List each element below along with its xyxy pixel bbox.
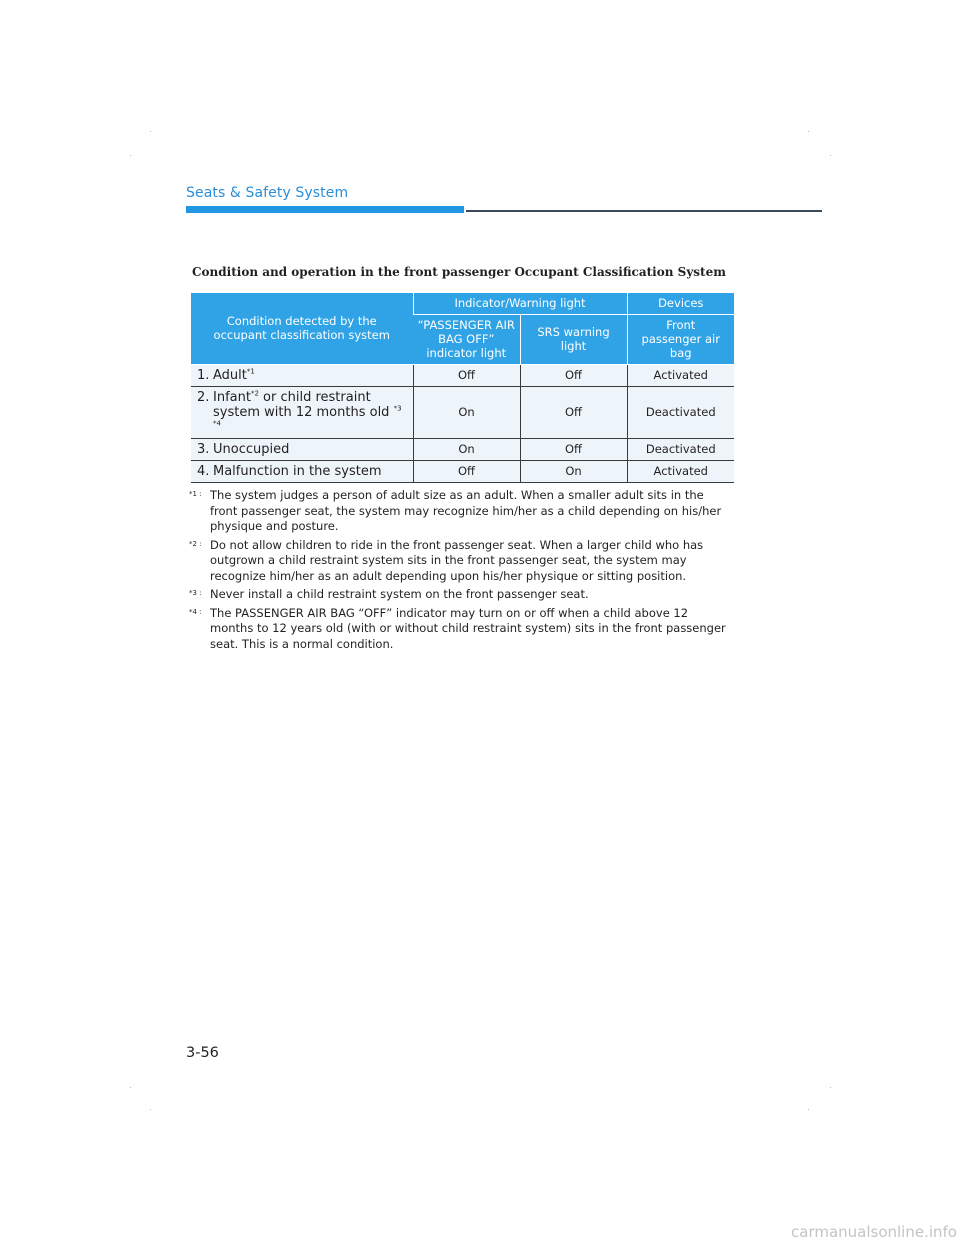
footnote-mark: *2 : [189, 539, 202, 548]
condition-cell [191, 386, 413, 438]
crop-mark [150, 131, 151, 132]
srs-light-cell: Off [520, 386, 627, 438]
header-passenger-airbag-off-light: “PASSENGER AIR BAG OFF” indicator light [413, 314, 520, 364]
footnote-ref: *3 *4 [213, 404, 402, 428]
condition-text: Adult [213, 367, 247, 383]
footnote-ref: *2 [250, 389, 259, 398]
footnote-mark: *3 : [189, 589, 202, 597]
table-row [191, 364, 734, 386]
header-front-passenger-airbag: Front passenger air bag [627, 314, 734, 364]
header-accent-rule [186, 206, 464, 213]
table-heading: Condition and operation in the front passenger Occupant Classification System [192, 265, 726, 279]
table-row [191, 386, 734, 438]
row-number: 3. [197, 441, 210, 457]
page-number: 3-56 [186, 1045, 219, 1061]
footnote-mark: *4 : [189, 607, 202, 616]
header-condition: Condition detected by the occupant classification system [191, 293, 413, 364]
crop-mark [808, 131, 809, 132]
condition-cell [191, 460, 413, 482]
airbag-cell: Activated [627, 460, 734, 482]
crop-mark [830, 1087, 831, 1088]
footnote-mark: *1 : [189, 490, 202, 498]
srs-light-cell: Off [520, 364, 627, 386]
airbag-cell: Deactivated [627, 438, 734, 460]
footnote-text: Never install a child restraint system on the front passenger seat. [210, 587, 589, 601]
header-srs-warning-light: SRS warning light [520, 314, 627, 364]
condition-text-rest: or child restraint [258, 389, 371, 405]
crop-mark [808, 1109, 809, 1110]
footnote-text: Do not allow children to ride in the front passenger seat. When a larger child who has outgrown a child restraint system sits in the front passenger seat, the system may recognize him/her as an adult depending upon his/her physique or sitting position. [210, 537, 704, 583]
occupant-classification-table [191, 293, 734, 483]
condition-text: Infant [213, 389, 251, 405]
footnote-text: The PASSENGER AIR BAG “OFF” indicator may turn on or off when a child above 12 months to 12 years old (with or without child restraint system) sits in the front passenger seat. This is a normal condition. [210, 605, 726, 651]
crop-mark [150, 1109, 151, 1110]
footnote-item [189, 587, 734, 603]
row-number: 2. [197, 389, 210, 405]
crop-mark [830, 155, 831, 156]
srs-light-cell: Off [520, 438, 627, 460]
condition-cell [191, 364, 413, 386]
header-divider-rule [466, 210, 822, 212]
airbag-cell: Deactivated [627, 386, 734, 438]
crop-mark [130, 155, 131, 156]
footnote-text: The system judges a person of adult size as an adult. When a smaller adult sits in the front passenger seat, the system may recognize him/her as a child depending on his/her physique and posture. [210, 488, 722, 533]
condition-text: Malfunction in the system [213, 463, 382, 479]
footnote-item [189, 538, 734, 585]
section-title: Seats & Safety System [186, 185, 349, 201]
condition-text: Unoccupied [213, 441, 290, 457]
airbag-off-light-cell: On [413, 438, 520, 460]
condition-cell [191, 438, 413, 460]
footnotes [189, 488, 734, 655]
header-indicator-warning-light: Indicator/Warning light [413, 293, 627, 314]
row-number: 4. [197, 463, 210, 479]
footnote-item [189, 488, 734, 535]
header-devices: Devices [627, 293, 734, 314]
footnote-ref: *1 [246, 367, 255, 376]
table-row [191, 460, 734, 482]
crop-mark [130, 1087, 131, 1088]
airbag-off-light-cell: Off [413, 460, 520, 482]
row-number: 1. [197, 367, 210, 383]
airbag-cell: Activated [627, 364, 734, 386]
footnote-item [189, 606, 734, 653]
site-watermark: carmanualsonline.info [791, 1223, 957, 1241]
airbag-off-light-cell: On [413, 386, 520, 438]
airbag-off-light-cell: Off [413, 364, 520, 386]
srs-light-cell: On [520, 460, 627, 482]
table-row [191, 438, 734, 460]
condition-text-line2: system with 12 months old [213, 404, 394, 420]
